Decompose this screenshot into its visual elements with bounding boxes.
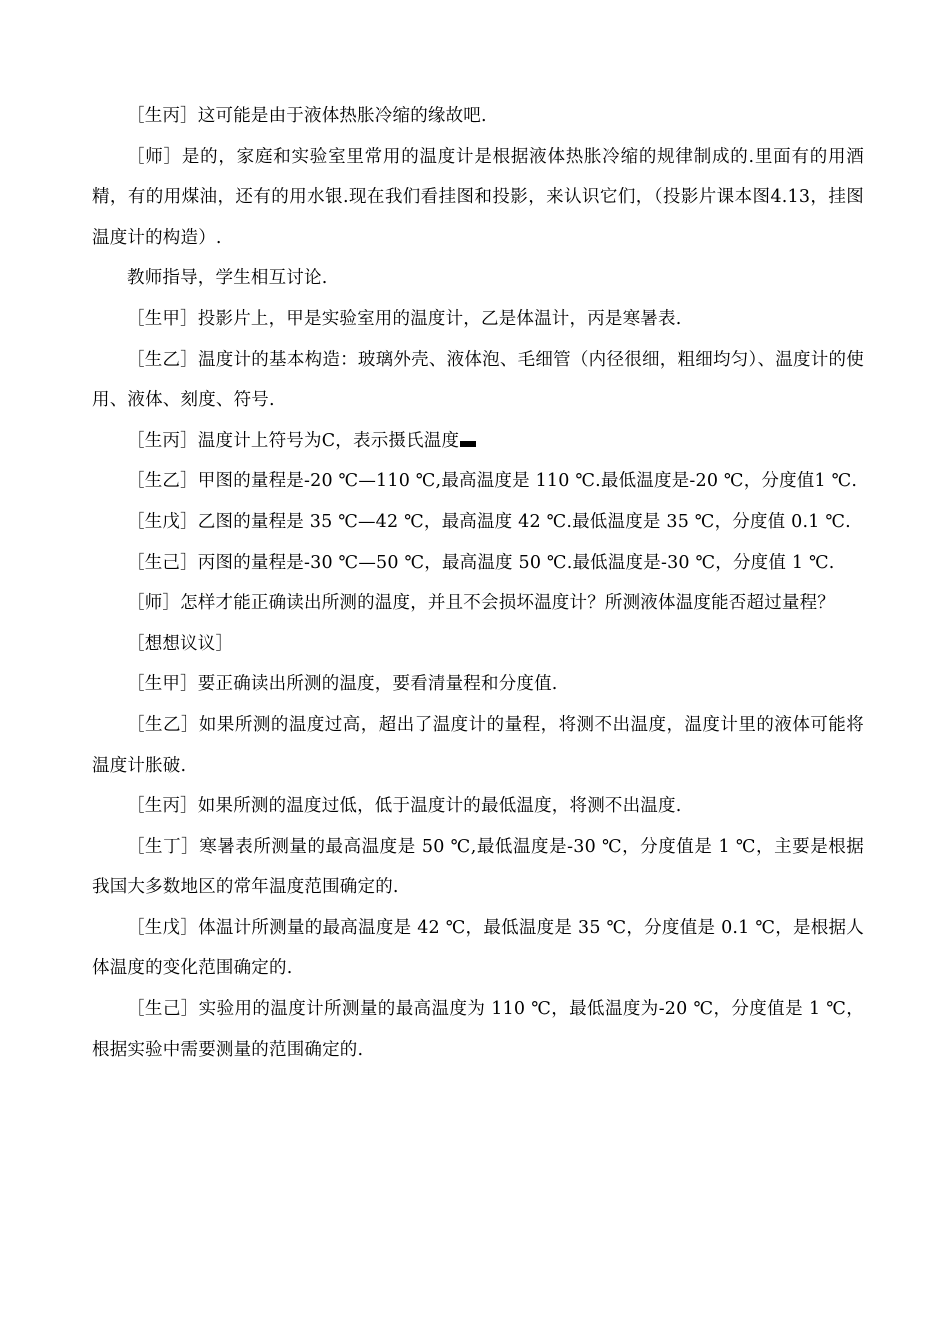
cursor-mark-icon <box>460 441 476 447</box>
paragraph-1: ［生丙］这可能是由于液体热胀冷缩的缘故吧. <box>127 106 487 126</box>
paragraph-7: ［生乙］甲图的量程是-20 ℃—110 ℃,最高温度是 110 ℃.最低温度是-20 ℃，分度值1 ℃. <box>127 471 858 492</box>
paragraph-6 <box>92 421 864 462</box>
paragraph-12: ［生甲］要正确读出所测的温度，要看清量程和分度值. <box>127 674 558 695</box>
paragraph-17: ［生己］实验用的温度计所测量的最高温度为 110 ℃，最低温度为-20 ℃，分度值是 1 ℃，根据实验中需要测量的范围确定的. <box>92 999 864 1060</box>
paragraph-15: ［生丁］寒暑表所测量的最高温度是 50 ℃,最低温度是-30 ℃，分度值是 1 ℃，主要是根据我国大多数地区的常年温度范围确定的. <box>92 836 864 898</box>
document-body <box>92 96 864 1070</box>
paragraph-10: ［师］怎样才能正确读出所测的温度，并且不会损坏温度计？所测液体温度能否超过量程？ <box>127 593 835 614</box>
paragraph-16: ［生戊］体温计所测量的最高温度是 42 ℃，最低温度是 35 ℃，分度值是 0.1 ℃，是根据人体温度的变化范围确定的. <box>92 917 864 979</box>
paragraph-6-text: ［生丙］温度计上符号为C，表示摄氏温度 <box>127 430 460 451</box>
paragraph-9: ［生己］丙图的量程是-30 ℃—50 ℃，最高温度 50 ℃.最低温度是-30 ℃，分度值 1 ℃. <box>127 552 835 573</box>
paragraph-2: ［师］是的，家庭和实验室里常用的温度计是根据液体热胀冷缩的规律制成的.里面有的用酒精，有的用煤油，还有的用水银.现在我们看挂图和投影，来认识它们，（投影片课本图4.13，挂图温度计的构造）. <box>92 146 864 248</box>
paragraph-13: ［生乙］如果所测的温度过高，超出了温度计的量程，将测不出温度，温度计里的液体可能将温度计胀破. <box>92 714 864 776</box>
paragraph-11: ［想想议议］ <box>127 633 234 654</box>
paragraph-8: ［生戊］乙图的量程是 35 ℃—42 ℃，最高温度 42 ℃.最低温度是 35 ℃，分度值 0.1 ℃. <box>127 511 851 532</box>
paragraph-3: 教师指导，学生相互讨论. <box>127 268 328 289</box>
paragraph-14: ［生丙］如果所测的温度过低，低于温度计的最低温度，将测不出温度. <box>127 796 682 817</box>
paragraph-5: ［生乙］温度计的基本构造：玻璃外壳、液体泡、毛细管（内径很细，粗细均匀）、温度计的使用、液体、刻度、符号. <box>92 349 864 411</box>
paragraph-4: ［生甲］投影片上，甲是实验室用的温度计，乙是体温计，丙是寒暑表. <box>127 308 682 329</box>
